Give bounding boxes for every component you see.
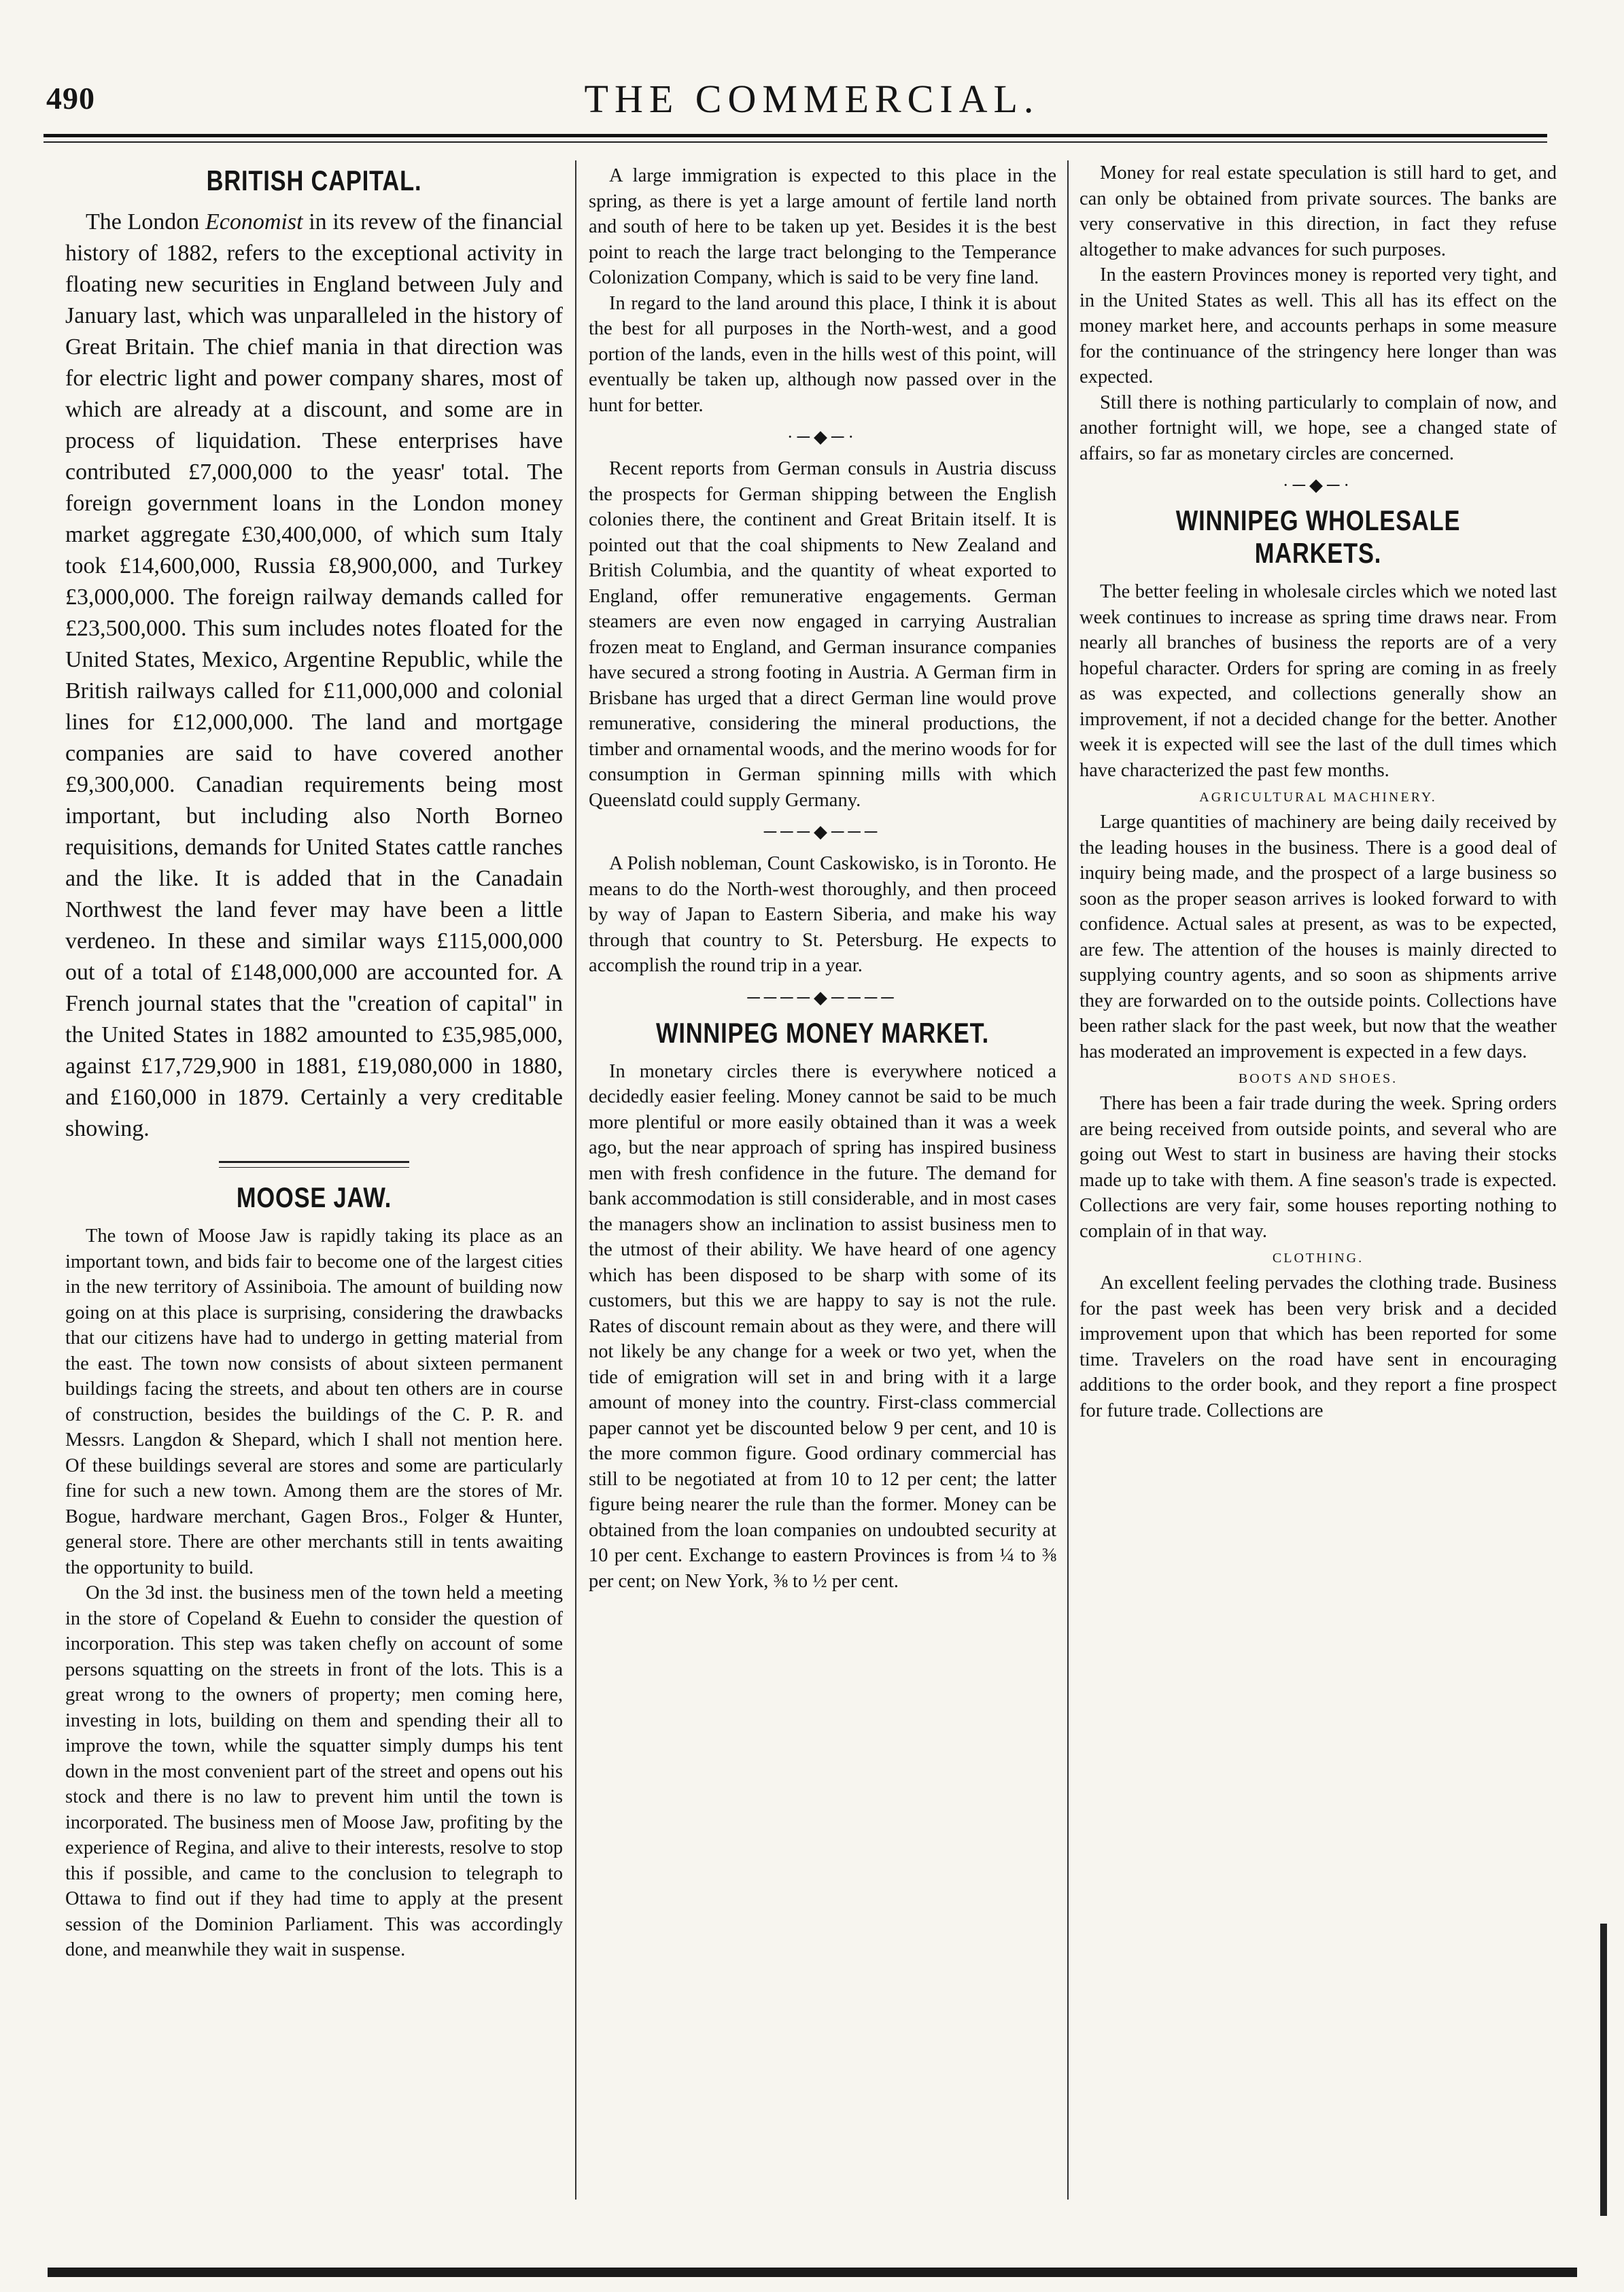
article-paragraph: The better feeling in wholesale circles which we noted last week continues to increase as spring time draws near. From nearly all branches of business the reports are of a very hopeful character. Orders for spring are coming in as freely as was expected, and collections generally show an improvement, if not a decided change for the better. Another week it is expected will see the last of the dull times which have characterized the past few months.: [1079, 581, 1557, 781]
article-german-shipping: [589, 456, 1056, 813]
section-rule: [219, 1161, 409, 1163]
article-paragraph: The town of Moose Jaw is rapidly taking its place as an important town, and bids fair to become one of the largest cities in the new territory of Assiniboia. The amount of building now going on at this place is surprising, considering the drawbacks that our citizens have had to undergo in getting material from the east. The town now consists of about sixteen permanent buildings facing the streets, and about ten others are in course of construction, besides the buildings of the C. P. R. and Messrs. Langdon & Shepard, which I shall not mention here. Of these buildings several are stores and some are particularly fine for such a new town. Among them are the stores of Mr. Bogue, hardware merchant, Gagen Bros., Folger & Hunter, general store. There are other merchants still in tents awaiting the opportunity to build.: [65, 1226, 563, 1578]
page-number: 490: [46, 81, 95, 116]
section-ornament: ·─◆─·: [787, 427, 859, 447]
subsection-title: BOOTS AND SHOES.: [1238, 1071, 1398, 1086]
article-paragraph: Still there is nothing particularly to complain of now, and another fortnight will, we hope, see a changed state of affairs, so far as monetary circles are concerned.: [1079, 392, 1557, 464]
page-header: [0, 0, 1624, 156]
column-divider: [1067, 160, 1069, 2200]
article-title: MOOSE JAW.: [236, 1181, 392, 1213]
subsection-title: AGRICULTURAL MACHINERY.: [1199, 790, 1437, 805]
article-title: BRITISH CAPITAL.: [206, 164, 422, 196]
section-ornament: ────◆────: [747, 987, 898, 1007]
column-1: [65, 160, 563, 2200]
section-ornament: ───◆───: [763, 822, 882, 841]
section-ornament: ·─◆─·: [1282, 475, 1354, 495]
publication-name: Economist: [205, 209, 303, 235]
header-rule-thin: [44, 141, 1547, 143]
article-paragraph: [65, 207, 563, 1145]
article-paragraph: An excellent feeling pervades the clothing trade. Business for the past week has been very brisk and a decided improvement upon that which has been reported for some time. Travelers on the road have sent in encouraging additions to the order book, and they report a fine prospect for future trade. Collections are: [1079, 1272, 1557, 1421]
scan-edge-mark: [1600, 1924, 1607, 2216]
article-paragraph: A Polish nobleman, Count Caskowisko, is in Toronto. He means to do the North-west thoroughly, and then proceed by way of Japan to Eastern Siberia, and make his way through that country to St. Petersburg. He expects to accomplish the round trip in a year.: [589, 853, 1056, 976]
article-money-market: [589, 1017, 1056, 1595]
article-paragraph: Large quantities of machinery are being daily received by the leading houses in the business. There is a good deal of inquiry being made, and the prospect of a large business so soon as the proper season arrives is looked forward to with confidence. Actual sales at present, as was to be expected, are few. The attention of the houses is mainly directed to supplying country agents, and so soon as shipments arrive they are forwarded on to the outside points. Collections have been rather slack for the past week, but now that the weather has moderated an improvement is expected in a few days.: [1079, 812, 1557, 1062]
header-rule: [44, 134, 1547, 137]
article-paragraph: In regard to the land around this place, I think it is about the best for all purposes in the North-west, and a good portion of the lands, even in the hills west of this point, will eventually be taken up, although now passed over in the hunt for better.: [589, 292, 1056, 416]
article-polish-nobleman: [589, 851, 1056, 979]
scan-bottom-bar: [48, 2268, 1577, 2277]
article-wholesale-markets: [1079, 504, 1557, 1423]
section-rule-thin: [219, 1167, 409, 1168]
article-title: WINNIPEG WHOLESALE MARKETS.: [1175, 504, 1461, 569]
article-paragraph: Money for real estate speculation is still hard to get, and can only be obtained from private sources. The banks are very conservative in this direction, in fact they refuse altogether to make advances for such purposes.: [1079, 162, 1557, 260]
subsection-title: CLOTHING.: [1272, 1251, 1364, 1266]
article-paragraph: There has been a fair trade during the week. Spring orders are being received from outside points, and several who are going out West to start in business are having their stocks made up to take with them. A fine season's trade is expected. Collections are very fair, some houses reporting nothing to complain of in that way.: [1079, 1093, 1557, 1242]
column-2: [589, 160, 1056, 2200]
article-british-capital: [65, 164, 563, 1145]
article-paragraph: On the 3d inst. the business men of the town held a meeting in the store of Copeland & Euehn to consider the question of incorporation. This step was taken chefly on account of some persons squatting on the streets in front of the lots. This is a great wrong to the owners of property; men coming here, investing in lots, building on them and spending their all to improve the town, while the squatter simply dumps his tent down in the most convenient part of the street and opens out his stock and there is no law to prevent him until the town is incorporated. The business men of Moose Jaw, profiting by the experience of Regina, and alive to their interests, resolve to stop this if possible, and came to the conclusion to telegraph to Ottawa to find out if they had time to apply at the present session of the Dominion Parliament. This was accordingly done, and meanwhile they wait in suspense.: [65, 1582, 563, 1960]
article-title: WINNIPEG MONEY MARKET.: [655, 1016, 990, 1049]
article-moose-jaw: [65, 1181, 563, 1963]
column-3: [1079, 160, 1557, 2200]
masthead-title: THE COMMERCIAL.: [584, 77, 1040, 121]
article-paragraph: Recent reports from German consuls in Austria discuss the prospects for German shipping between the English colonies there, the continent and Great Britain itself. It is pointed out that the coal shipments to New Zealand and British Columbia, and the quantity of wheat exported to England, offer remunerative engagements. German steamers are even now engaged in carrying Australian frozen meat to England, and German insurance companies have secured a strong footing in Austria. A German firm in Brisbane has urged that a direct German line would prove remunerative, considering the mineral productions, the timber and ornamental woods, and the merino woods for for consumption in German spinning mills with which Queenslatd could supply Germany.: [589, 458, 1056, 811]
article-paragraph: A large immigration is expected to this place in the spring, as there is yet a large amount of fertile land north and south of here to be taken up yet. Besides it is the best point to reach the large tract belonging to the Temperance Colonization Company, which is said to be very fine land.: [589, 165, 1056, 288]
column-divider: [575, 160, 576, 2200]
article-paragraph: In the eastern Provinces money is reported very tight, and in the United States as well. This all has its effect on the money market here, and accounts perhaps in some measure for the continuance of the stringency here longer than was expected.: [1079, 264, 1557, 387]
article-paragraph: In monetary circles there is everywhere noticed a decidedly easier feeling. Money cannot be said to be much more plentiful or more easily obtained than it was a week ago, but the near approach of spring has inspired business men with fresh confidence in the future. The demand for bank accommodation is still considerable, and in most cases the managers show an inclination to assist business men to the utmost of their ability. We have heard of one agency which has been disposed to be sharp with some of its customers, but this we are happy to say is not the rule. Rates of discount remain about as they were, and there will not likely be any change for a week or two yet, when the tide of emigration will set in and bring with it a large amount of money into the country. First-class commercial paper cannot yet be discounted below 9 per cent, and 10 is the more common figure. Good ordinary commercial has still to be negotiated at from 10 to 12 per cent; the latter figure being nearer the rule than the former. Money can be obtained from the loan companies on undoubted security at 10 per cent. Exchange to eastern Provinces is from ¼ to ⅜ per cent; on New York, ⅜ to ½ per cent.: [589, 1060, 1056, 1592]
text-run: in its revew of the financial history of 1882, refers to the exceptional activity in floating new securities in England between July and January last, which was unparalleled in the history of Great Britain. The chief mania in that direction was for electric light and power company shares, most of which are already at a discount, and some are in process of liquidation. These enterprises have contributed £7,000,000 to the yeasr' total. The foreign government loans in the London money market aggregate £30,400,000, of which sum Italy took £14,600,000, Russia £8,900,000, and Turkey £3,000,000. The foreign railway demands called for £23,500,000. This sum includes notes floated for the United States, Mexico, Argentine Republic, while the British railways called for £11,000,000 and colonial lines for £12,000,000. The land and mortgage companies are said to have covered another £9,300,000. Canadian requirements being most important, but including also North Borneo requisitions, demands for United States cattle ranches and the like. It is added that in the Canadain Northwest the land fever may have been a little verdeneo. In these and similar ways £115,000,000 out of a total of £148,000,000 are accounted for. A French journal states that the "creation of capital" in the United States in 1882 amounted to £35,985,000, against £17,729,900 in 1881, £19,080,000 in 1880, and £160,000 in 1879. Certainly a very creditable showing.: [65, 209, 563, 1141]
text-run: The London: [86, 209, 205, 235]
